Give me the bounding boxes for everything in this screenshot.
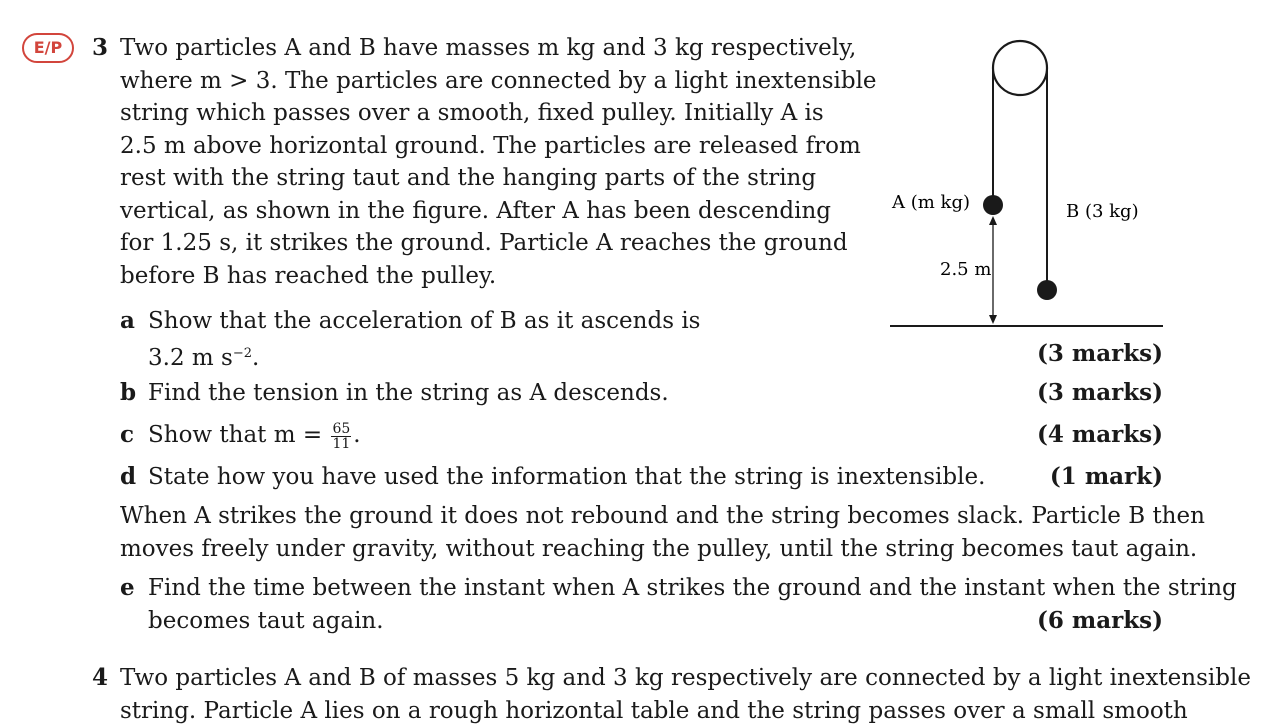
q4-line-2: string. Particle A lies on a rough horizontal table and the string passes over a small smooth bbox=[120, 695, 1188, 727]
part-b-marks: (3 marks) bbox=[1037, 377, 1163, 410]
label-height: 2.5 m bbox=[940, 259, 991, 280]
part-d-marks: (1 mark) bbox=[1050, 461, 1163, 494]
part-e-marks: (6 marks) bbox=[1037, 605, 1163, 638]
part-e-text-2: becomes taut again. bbox=[148, 605, 384, 638]
part-a-marks: (3 marks) bbox=[1037, 338, 1163, 371]
part-e-letter: e bbox=[120, 572, 135, 605]
particle-b bbox=[1037, 280, 1057, 300]
q3-stem-text-7: for 1.25 s, it strikes the ground. Particle A reaches the ground bbox=[120, 230, 848, 256]
q3-stem-text-3: string which passes over a smooth, fixed pulley. Initially A is bbox=[120, 100, 824, 126]
fraction-denominator: 11 bbox=[331, 437, 351, 451]
fraction-numerator: 65 bbox=[331, 422, 351, 437]
label-particle-b: B (3 kg) bbox=[1066, 201, 1139, 222]
q3-paragraph-line-1: When A strikes the ground it does not rebound and the string becomes slack. Particle B then bbox=[120, 500, 1205, 533]
part-c-marks: (4 marks) bbox=[1037, 419, 1163, 452]
part-a-text-1: Show that the acceleration of B as it ascends is bbox=[148, 305, 700, 338]
q3-stem-line-2 bbox=[120, 65, 877, 98]
part-a-letter: a bbox=[120, 305, 135, 338]
q3-stem-text-1: Two particles A and B have masses m kg and 3 kg respectively, bbox=[120, 35, 856, 61]
height-arrow-up-icon bbox=[989, 216, 997, 225]
question-4-number: 4 bbox=[92, 662, 108, 695]
q3-stem-line-5 bbox=[120, 162, 816, 195]
label-particle-a: A (m kg) bbox=[891, 192, 970, 213]
part-b-text: Find the tension in the string as A descends. bbox=[148, 377, 669, 410]
part-a-value: 3.2 m s bbox=[148, 345, 233, 371]
q3-stem-line-6 bbox=[120, 195, 831, 228]
q3-stem-line-7 bbox=[120, 227, 848, 260]
q3-stem-text-5: rest with the string taut and the hanging parts of the string bbox=[120, 165, 816, 191]
question-3-number: 3 bbox=[92, 32, 108, 65]
q3-stem-text-8: before B has reached the pulley. bbox=[120, 263, 496, 289]
part-b-letter: b bbox=[120, 377, 136, 410]
fraction bbox=[331, 422, 351, 451]
part-d-text: State how you have used the information that the string is inextensible. bbox=[148, 461, 985, 494]
q4-line-1: Two particles A and B of masses 5 kg and 3 kg respectively are connected by a light inextensible bbox=[120, 662, 1251, 695]
pulley-figure bbox=[870, 30, 1170, 340]
q3-stem-line-4 bbox=[120, 130, 861, 163]
part-e-text-1: Find the time between the instant when A strikes the ground and the instant when the string bbox=[148, 572, 1237, 605]
part-c-text bbox=[148, 419, 361, 452]
q3-stem-line-3 bbox=[120, 97, 824, 130]
q3-stem-text-4: 2.5 m above horizontal ground. The particles are released from bbox=[120, 133, 861, 159]
part-c-period: . bbox=[353, 422, 360, 448]
part-c-letter: c bbox=[120, 419, 134, 452]
part-c-text-pre: Show that m = bbox=[148, 422, 322, 448]
q3-stem-line-1 bbox=[120, 32, 856, 65]
q3-stem-line-8 bbox=[120, 260, 496, 293]
previous-line-cutoff bbox=[0, 0, 1280, 4]
q3-paragraph-line-2: moves freely under gravity, without reaching the pulley, until the string becomes taut again. bbox=[120, 533, 1197, 566]
q3-stem-text-6: vertical, as shown in the figure. After A has been descending bbox=[120, 198, 831, 224]
particle-a bbox=[983, 195, 1003, 215]
ep-badge: E/P bbox=[22, 33, 74, 63]
pulley-wheel bbox=[993, 41, 1047, 95]
part-a-period: . bbox=[252, 345, 259, 371]
height-arrow-down-icon bbox=[989, 315, 997, 324]
part-a-text-2 bbox=[148, 338, 259, 375]
part-d-letter: d bbox=[120, 461, 136, 494]
q3-stem-text-2: where m > 3. The particles are connected by a light inextensible bbox=[120, 68, 877, 94]
part-a-exponent: −2 bbox=[233, 346, 252, 361]
